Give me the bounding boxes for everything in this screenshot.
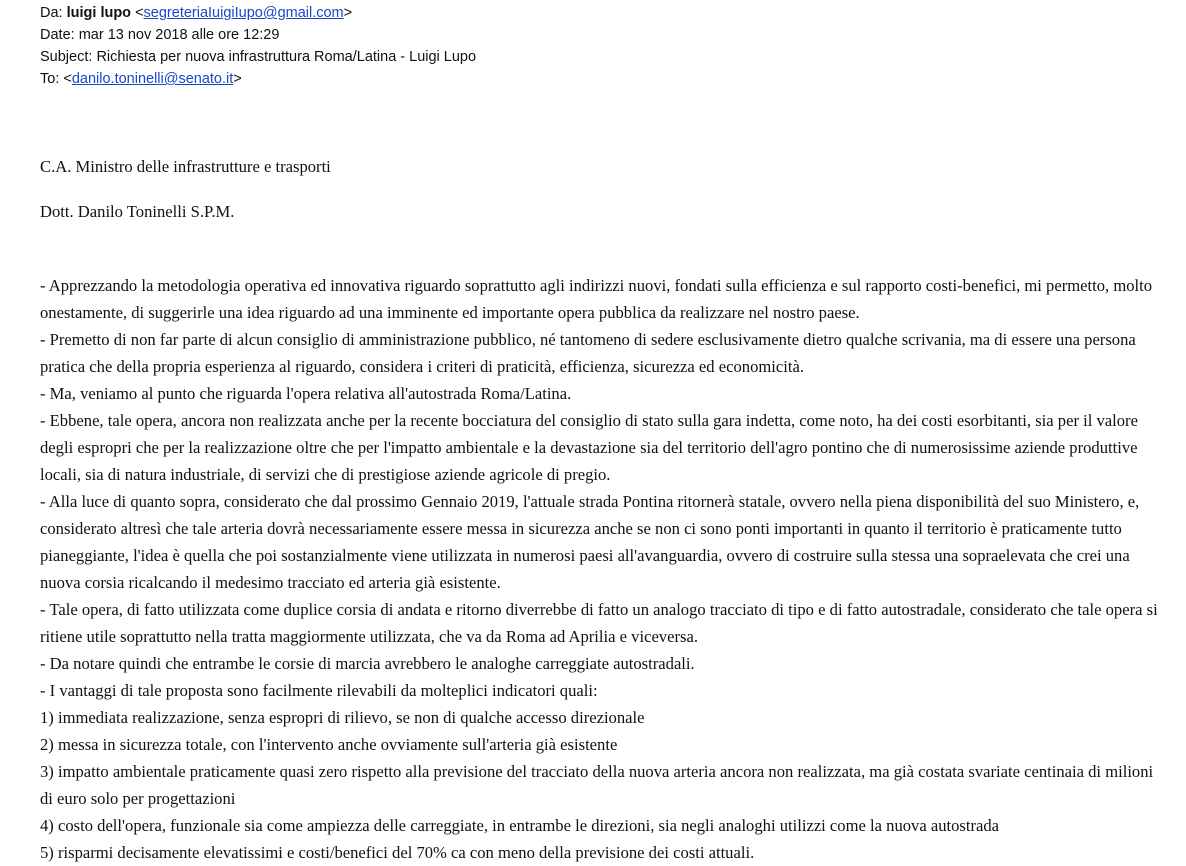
subject-line bbox=[40, 46, 1170, 68]
email-view bbox=[40, 0, 1170, 866]
list-item-1: 1) immediata realizzazione, senza espropri di rilievo, se non di qualche accesso direzionale bbox=[40, 708, 645, 727]
to-line bbox=[40, 68, 1170, 90]
to-bracket-close: > bbox=[233, 71, 242, 87]
from-label: Da: bbox=[40, 5, 63, 21]
body-paragraph: - Alla luce di quanto sopra, considerato che dal prossimo Gennaio 2019, l'attuale strada Pontina ritornerà statale, ovvero nella piena disponibilità del suo Ministero, e, considerato altresì che tale arteria dovrà necessariamente essere messa in sicurezza anche se non ci sono ponti importanti in quanto il territorio è praticamente tutto pianeggiante, l'idea è quella che poi sostanzialmente viene utilizzata in numerosi paesi all'avanguardia, ovvero di costruire sulla stessa una sopraelevata che crei una nuova corsia ricalcando il medesimo tracciato ed arteria già esistente. bbox=[40, 492, 1140, 592]
body-paragraph: - Ma, veniamo al punto che riguarda l'opera relativa all'autostrada Roma/Latina. bbox=[40, 384, 572, 403]
date-value: mar 13 nov 2018 alle ore 12:29 bbox=[78, 27, 280, 43]
email-header bbox=[40, 0, 1170, 90]
from-line bbox=[40, 2, 1170, 24]
date-label: Date: bbox=[40, 27, 75, 43]
to-label: To: bbox=[40, 71, 60, 87]
list-item-4: 4) costo dell'opera, funzionale sia come ampiezza delle carreggiate, in entrambe le direzioni, sia negli analoghi utilizzi come la nuova autostrada bbox=[40, 816, 1000, 835]
list-item-3: 3) impatto ambientale praticamente quasi zero rispetto alla previsione del tracciato della nuova arteria ancora non realizzata, ma già costata svariate centinaia di milioni di euro solo per progettazioni bbox=[40, 762, 1154, 808]
body-paragraph: - Premetto di non far parte di alcun consiglio di amministrazione pubblico, né tantomeno di sedere esclusivamente dietro qualche scrivania, ma di essere una persona pratica che della propria esperienza al riguardo, considera i criteri di praticità, efficienza, sicurezza ed economicità. bbox=[40, 330, 1136, 376]
sender-email-link[interactable]: segreteriaIuigiIupo@gmail.com bbox=[143, 5, 344, 21]
subject-label: Subject: bbox=[40, 49, 93, 65]
body-paragraph: - Tale opera, di fatto utilizzata come duplice corsia di andata e ritorno diverrebbe di fatto un analogo tracciato di tipo e di fatto autostradale, considerato che tale opera si ritiene utile soprattutto nella tratta maggiormente utilizzata, che va da Roma ad Aprilia e viceversa. bbox=[40, 600, 1158, 646]
recipient-email-link[interactable]: danilo.toninelli@senato.it bbox=[71, 71, 234, 87]
sender-name: luigi lupo bbox=[66, 5, 132, 21]
salutation-addressee: C.A. Ministro delle infrastrutture e trasporti bbox=[40, 157, 331, 176]
salutation-name: Dott. Danilo Toninelli S.P.M. bbox=[40, 202, 235, 221]
to-bracket-open: < bbox=[63, 71, 72, 87]
body-paragraphs bbox=[40, 272, 1170, 866]
from-bracket-open: < bbox=[135, 5, 144, 21]
email-body bbox=[40, 156, 1170, 866]
list-item-5: 5) risparmi decisamente elevatissimi e costi/benefici del 70% ca con meno della previsione dei costi attuali. bbox=[40, 843, 755, 862]
date-line bbox=[40, 24, 1170, 46]
subject-value: Richiesta per nuova infrastruttura Roma/Latina - Luigi Lupo bbox=[96, 49, 477, 65]
list-item-2: 2) messa in sicurezza totale, con l'intervento anche ovviamente sull'arteria già esistente bbox=[40, 735, 618, 754]
body-paragraph: - Da notare quindi che entrambe le corsie di marcia avrebbero le analoghe carreggiate autostradali. bbox=[40, 654, 695, 673]
body-paragraph: - Apprezzando la metodologia operativa ed innovativa riguardo soprattutto agli indirizzi nuovi, fondati sulla efficienza e sul rapporto costi-benefici, mi permetto, molto onestamente, di suggerirle una idea riguardo ad una imminente ed importante opera pubblica da realizzare nel nostro paese. bbox=[40, 276, 1153, 322]
body-paragraph: - Ebbene, tale opera, ancora non realizzata anche per la recente bocciatura del consiglio di stato sulla gara indetta, come noto, ha dei costi esorbitanti, sia per il valore degli espropri che per la realizzazione oltre che per l'impatto ambientale e la devastazione sia del territorio dell'agro pontino che di numerosissime aziende produttive locali, sia di natura industriale, di servizi che di prestigiose aziende agricole di pregio. bbox=[40, 411, 1138, 484]
body-paragraph: - I vantaggi di tale proposta sono facilmente rilevabili da molteplici indicatori quali: bbox=[40, 681, 598, 700]
from-bracket-close: > bbox=[343, 5, 353, 21]
